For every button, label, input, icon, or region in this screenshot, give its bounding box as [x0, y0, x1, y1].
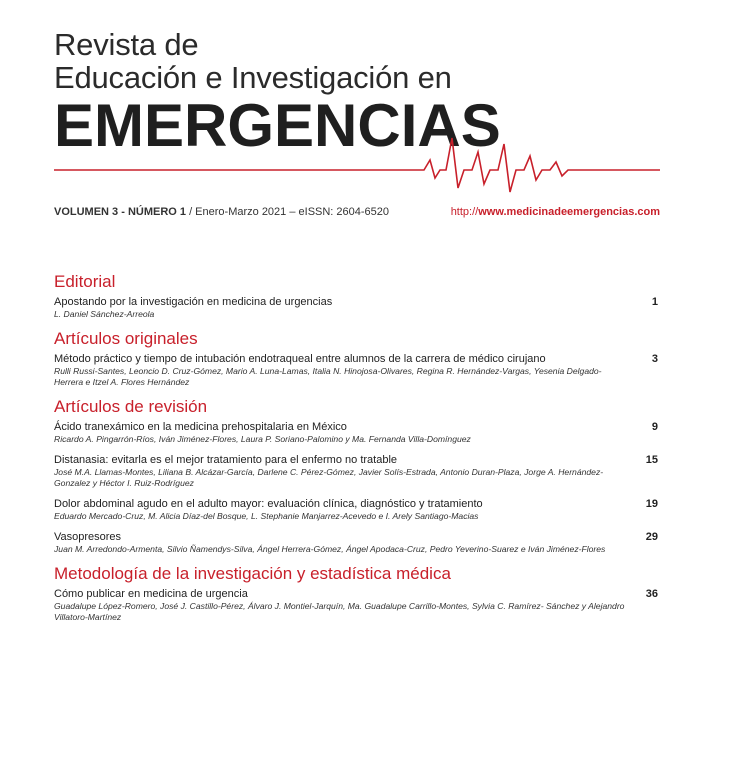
page-number: 29 [645, 531, 658, 543]
toc-section [54, 397, 660, 555]
toc-entry[interactable] [54, 353, 660, 388]
section-heading: Artículos originales [54, 329, 198, 348]
article-authors: Eduardo Mercado-Cruz, M. Alicia Díaz-del Bosque, L. Stephanie Manjarrez-Acevedo e I. Arely Santiago-Macias [54, 511, 479, 521]
section-heading: Artículos de revisión [54, 397, 208, 416]
toc-section [54, 564, 660, 623]
article-title[interactable]: Distanasia: evitarla es el mejor tratamiento para el enfermo no tratable [54, 454, 398, 466]
issue-date-issn: / Enero-Marzo 2021 – eISSN: 2604-6520 [186, 206, 390, 218]
article-authors: Guadalupe López-Romero, José J. Castillo-Pérez, Álvaro J. Montiel-Jarquín, Ma. Guadalupe Carrillo-Montes, Sylvia C. Ramírez- Sánchez y Alejandro Villatoro-Martínez [54, 601, 625, 622]
toc-entry[interactable] [54, 296, 660, 320]
article-authors: L. Daniel Sánchez-Arreola [54, 309, 155, 319]
article-title[interactable]: Método práctico y tiempo de intubación endotraqueal entre alumnos de la carrera de médico cirujano [54, 353, 546, 365]
issue-info-bar [54, 206, 660, 218]
url-prefix: http:// [450, 206, 479, 218]
article-authors: José M.A. Llamas-Montes, Liliana B. Alcázar-García, Darlene C. Pérez-Gómez, Javier Solís-Estrada, Antonio Duran-Plaza, Jorge A. Hernández-Gonzalez y Héctor I. Ruiz-Rodríguez [54, 467, 604, 488]
page-number: 3 [651, 353, 658, 365]
article-authors: Rulli Russi-Santes, Leoncio D. Cruz-Gómez, Mario A. Luna-Lamas, Italia N. Hinojosa-Olivares, Regina R. Hernández-Vargas, Yesenia Delgado-Herrera e Itzel A. Flores Hernández [54, 366, 602, 387]
table-of-contents [54, 272, 660, 632]
article-authors: Ricardo A. Pingarrón-Ríos, Iván Jiménez-Flores, Laura P. Soriano-Palomino y Ma. Fernanda Villa-Domínguez [54, 434, 471, 444]
section-heading: Editorial [54, 272, 116, 291]
page-number: 19 [645, 498, 658, 510]
toc-entry[interactable] [54, 531, 660, 555]
toc-entry[interactable] [54, 498, 660, 522]
article-title[interactable]: Cómo publicar en medicina de urgencia [54, 588, 248, 600]
url-domain: www.medicinadeemergencias.com [478, 206, 660, 218]
journal-title-line-1: Revista de [54, 27, 199, 62]
toc-entry[interactable] [54, 421, 660, 445]
toc-section [54, 329, 660, 388]
toc-entry[interactable] [54, 588, 660, 623]
page-number: 15 [645, 454, 658, 466]
article-authors: Juan M. Arredondo-Armenta, Silvio Ñamendys-Silva, Ángel Herrera-Gómez, Ángel Apodaca-Cruz, Pedro Yeverino-Suarez e Iván Jiménez-Flores [54, 544, 606, 554]
article-title[interactable]: Vasopresores [54, 531, 122, 543]
toc-section [54, 272, 660, 320]
page-number: 36 [645, 588, 658, 600]
section-heading: Metodología de la investigación y estadística médica [54, 564, 451, 583]
page-number: 9 [651, 421, 658, 433]
article-title[interactable]: Ácido tranexámico en la medicina prehospitalaria en México [54, 421, 347, 433]
ecg-baseline [54, 138, 660, 192]
ecg-line-icon [54, 130, 660, 196]
journal-website-link[interactable] [451, 206, 660, 218]
toc-entry[interactable] [54, 454, 660, 489]
journal-title-line-2: Educación e Investigación en [54, 60, 452, 95]
journal-title-emergencias: EMERGENCIAS [54, 92, 501, 159]
article-title[interactable]: Dolor abdominal agudo en el adulto mayor: evaluación clínica, diagnóstico y tratamiento [54, 498, 483, 510]
article-title[interactable]: Apostando por la investigación en medicina de urgencias [54, 296, 333, 308]
page-number: 1 [651, 296, 658, 308]
volume-number: VOLUMEN 3 - NÚMERO 1 [54, 206, 187, 218]
